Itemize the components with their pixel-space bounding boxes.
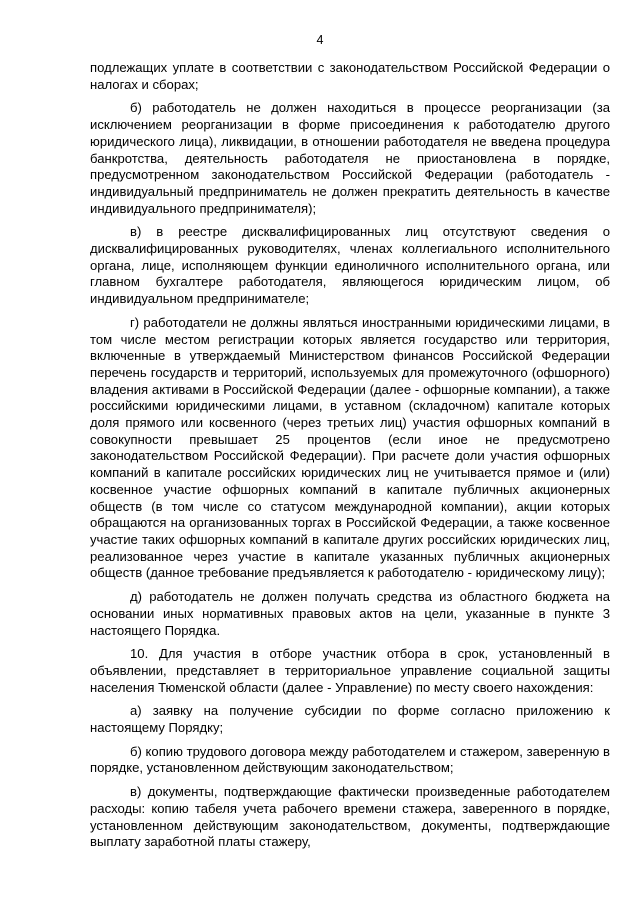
paragraph-item-b-employment-contract: б) копию трудового договора между работодателем и стажером, заверенную в порядке, установленном действующим законодательством; (90, 743, 610, 776)
paragraph-item-g-offshore-companies: г) работодатели не должны являться иностранными юридическими лицами, в том числе местом регистрации которых является государство или территория, включенные в утверждаемый Министерством финансов Российской Федерации перечень государств и территорий, используемых для промежуточного (офшорного) владения активами в Российской Федерации (далее - офшорные компании), а также российскими юридическими лицами, в уставном (складочном) капитале которых доля прямого или косвенного (через третьих лиц) участия офшорных компаний в совокупности превышает 25 процентов (если иное не предусмотрено законодательством Российской Федерации). При расчете доли участия офшорных компаний в капитале российских юридических лиц не учитывается прямое и (или) косвенное участие офшорных компаний в капитале публичных акционерных обществ (в том числе со статусом международной компании), акции которых обращаются на организованных торгах в Российской Федерации, а также косвенное участие таких офшорных компаний в капитале других российских юридических лиц, реализованное через участие в капитале указанных публичных акционерных обществ (данное требование предъявляется к работодателю - юридическому лицу); (90, 314, 610, 581)
paragraph-item-d-regional-budget: д) работодатель не должен получать средства из областного бюджета на основании иных нормативных правовых актов на цели, указанные в пункте 3 настоящего Порядка. (90, 589, 610, 638)
page-number: 4 (316, 33, 324, 47)
paragraph-item-b-reorganization: б) работодатель не должен находиться в процессе реорганизации (за исключением реорганизации в форме присоединения к работодателю другого юридического лица), ликвидации, в отношении работодателя не введена процедура банкротства, деятельность работодателя не приостановлена в порядке, предусмотренном законодательством Российской Федерации (работодатель - индивидуальный предприниматель не должен прекратить деятельность в качестве индивидуального предпринимателя); (90, 100, 610, 216)
paragraph-item-a-application: а) заявку на получение субсидии по форме согласно приложению к настоящему Порядку; (90, 703, 610, 736)
document-body (90, 60, 610, 858)
paragraph-continuation: подлежащих уплате в соответствии с законодательством Российской Федерации о налогах и сборах; (90, 60, 610, 92)
paragraph-section-10: 10. Для участия в отборе участник отбора в срок, установленный в объявлении, представляет в территориальное управление социальной защиты населения Тюменской области (далее - Управление) по месту своего нахождения: (90, 646, 610, 695)
paragraph-item-v-disqualified-registry: в) в реестре дисквалифицированных лиц отсутствуют сведения о дисквалифицированных руководителях, членах коллегиального исполнительного органа, лице, исполняющем функции единоличного исполнительного органа, или главном бухгалтере работодателя, являющегося юридическим лицом, об индивидуальном предпринимателе; (90, 224, 610, 307)
paragraph-item-v-expense-documents: в) документы, подтверждающие фактически произведенные работодателем расходы: копию табеля учета рабочего времени стажера, заверенного в порядке, установленном действующим законодательством, документы, подтверждающие выплату заработной платы стажеру, (90, 784, 610, 850)
